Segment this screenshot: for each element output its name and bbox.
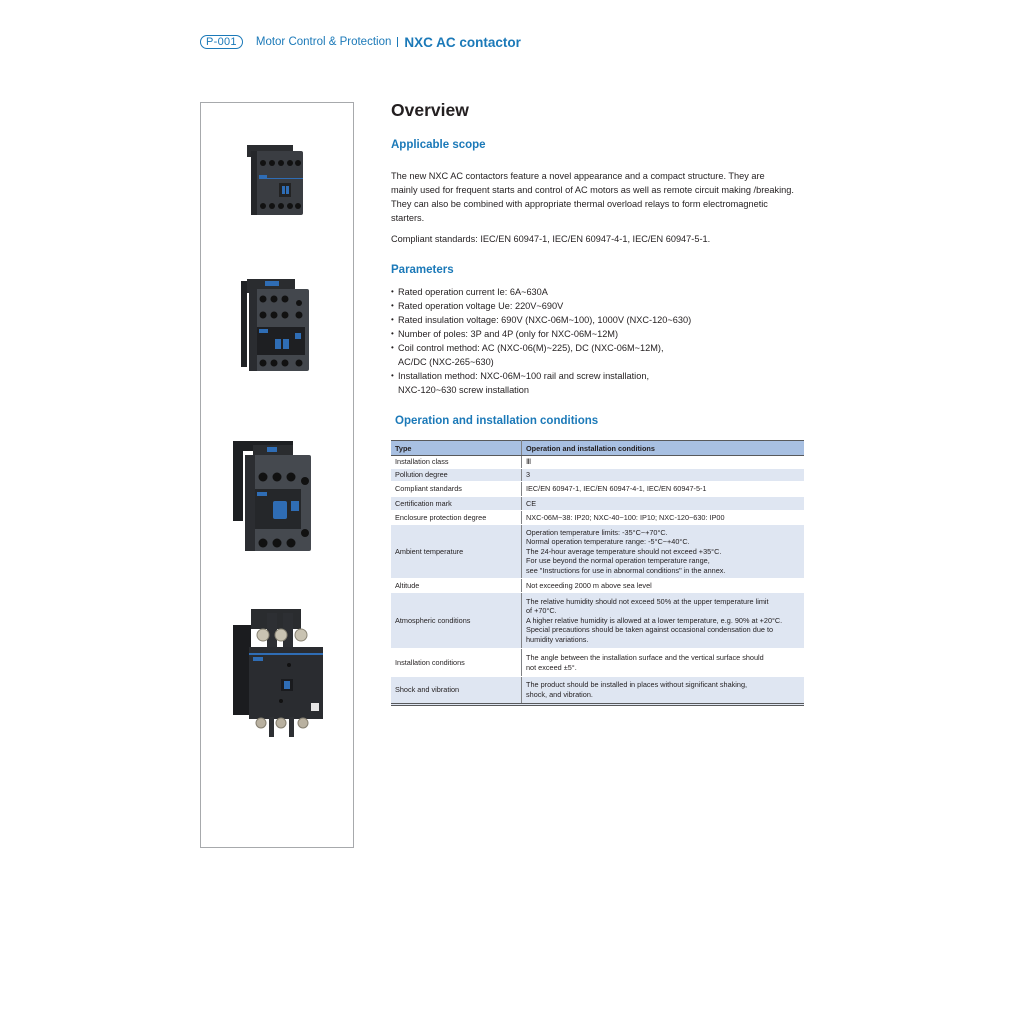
row-type: Pollution degree: [391, 469, 522, 482]
table-row: [391, 482, 804, 497]
row-type: Compliant standards: [391, 482, 522, 497]
conditions-heading: Operation and installation conditions: [395, 415, 599, 427]
page-header: [200, 34, 521, 50]
row-value: Operation temperature limits: -35°C~+70°C. Normal operation temperature range: -5°C~+40°C. The 24-hour average temperature should not exceed +35°C. For use beyond the normal operation temperature range, see "Instructions for use in abnormal conditions" in the annex.: [522, 525, 805, 579]
table-header-row: [391, 441, 804, 456]
nxc-high-current-contactor-image: [229, 605, 329, 737]
breadcrumb: Motor Control & Protection: [255, 36, 392, 48]
applicable-scope-text: [391, 169, 803, 225]
table-row: [391, 525, 804, 579]
page-code-badge: P-001: [200, 35, 243, 49]
scope-line: The new NXC AC contactors feature a novel appearance and a compact structure. They are: [391, 171, 765, 181]
parameter-item: • Installation method: NXC-06M~100 rail and screw installation, NXC-120~630 screw installation: [391, 369, 811, 397]
row-value: IEC/EN 60947-1, IEC/EN 60947-4-1, IEC/EN 60947-5-1: [522, 482, 805, 497]
breadcrumb-divider: [397, 37, 398, 47]
scope-line: They can also be combined with appropriate thermal overload relays to form electromagnetic: [391, 199, 768, 209]
column-header-type: Type: [391, 441, 522, 456]
overview-title: Overview: [391, 100, 469, 120]
row-type: Shock and vibration: [391, 677, 522, 705]
row-type: Installation conditions: [391, 649, 522, 677]
row-value: The angle between the installation surface and the vertical surface should not exceed ±5°.: [522, 649, 805, 677]
row-type: Enclosure protection degree: [391, 511, 522, 525]
nxc-small-contactor-image: [245, 141, 307, 219]
row-value: Ⅲ: [522, 456, 805, 469]
table-row: [391, 649, 804, 677]
table-row: [391, 469, 804, 482]
table-row: [391, 677, 804, 705]
table-row: [391, 497, 804, 511]
nxc-medium-contactor-image: [239, 275, 315, 375]
row-type: Certification mark: [391, 497, 522, 511]
product-title: NXC AC contactor: [404, 34, 521, 50]
parameters-heading: Parameters: [391, 264, 454, 276]
parameter-item: • Rated operation voltage Ue: 220V~690V: [391, 299, 811, 313]
compliant-standards-text: Compliant standards: IEC/EN 60947-1, IEC/EN 60947-4-1, IEC/EN 60947-5-1.: [391, 234, 711, 244]
nxc-large-contactor-image: [229, 437, 325, 555]
column-header-conditions: Operation and installation conditions: [522, 441, 805, 456]
table-row: [391, 456, 804, 469]
table-row: [391, 511, 804, 525]
parameters-list: [391, 285, 811, 397]
conditions-table: [391, 440, 804, 706]
parameter-item: • Coil control method: AC (NXC-06(M)~225), DC (NXC-06M~12M), AC/DC (NXC-265~630): [391, 341, 811, 369]
row-value: Not exceeding 2000 m above sea level: [522, 579, 805, 593]
table-row: [391, 579, 804, 593]
row-value: NXC-06M~38: IP20; NXC-40~100: IP10; NXC-120~630: IP00: [522, 511, 805, 525]
row-type: Altitude: [391, 579, 522, 593]
row-type: Installation class: [391, 456, 522, 469]
table-row: [391, 593, 804, 649]
applicable-scope-heading: Applicable scope: [391, 139, 486, 151]
row-type: Atmospheric conditions: [391, 593, 522, 649]
scope-line: starters.: [391, 213, 425, 223]
parameter-item: • Rated insulation voltage: 690V (NXC-06M~100), 1000V (NXC-120~630): [391, 313, 811, 327]
row-type: Ambient temperature: [391, 525, 522, 579]
row-value: CE: [522, 497, 805, 511]
row-value: The product should be installed in places without significant shaking, shock, and vibration.: [522, 677, 805, 705]
row-value: 3: [522, 469, 805, 482]
scope-line: mainly used for frequent starts and control of AC motors as well as remote circuit making /breaking.: [391, 185, 794, 195]
row-value: The relative humidity should not exceed 50% at the upper temperature limit of +70°C. A higher relative humidity is allowed at a lower temperature, e.g. 90% at +20°C. Special precautions should be taken against occasional condensation due to humidity variations.: [522, 593, 805, 649]
parameter-item: • Number of poles: 3P and 4P (only for NXC-06M~12M): [391, 327, 811, 341]
parameter-item: • Rated operation current Ie: 6A~630A: [391, 285, 811, 299]
product-image-panel: [200, 102, 354, 848]
